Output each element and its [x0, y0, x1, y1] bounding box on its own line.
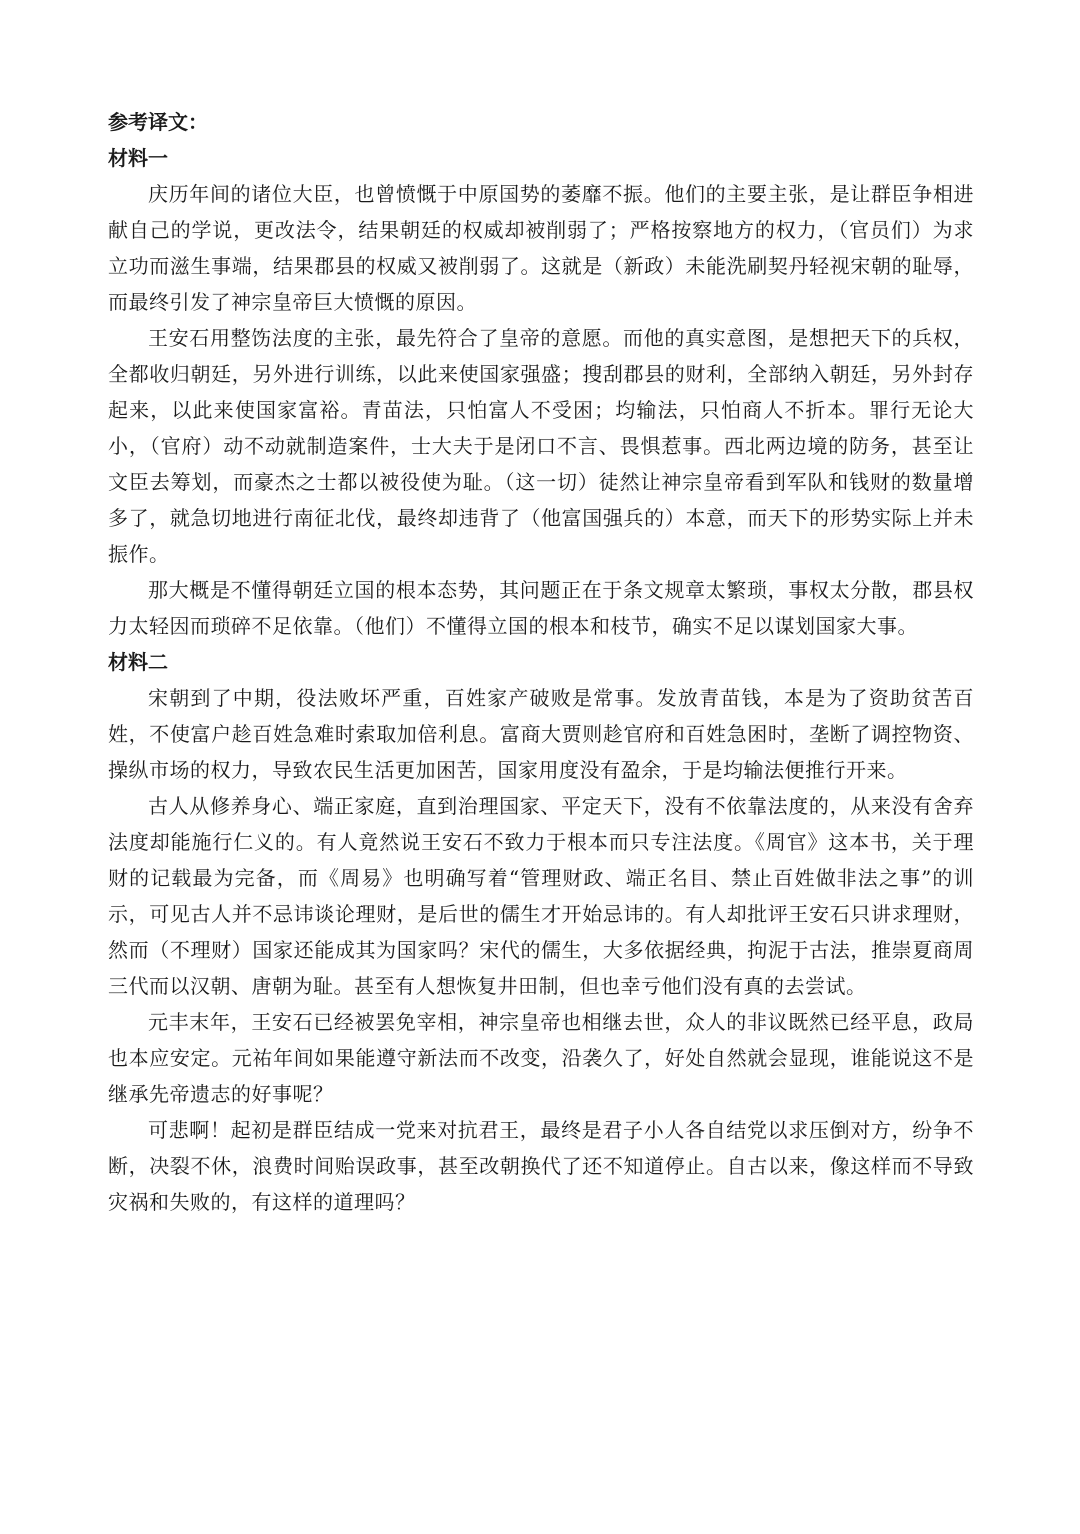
paragraph: 王安石用整饬法度的主张，最先符合了皇帝的意愿。而他的真实意图，是想把天下的兵权，全都收归朝廷，另外进行训练，以此来使国家强盛；搜刮郡县的财利，全部纳入朝廷，另外封存起来，以此来使国家富裕。青苗法，只怕富人不受困；均输法，只怕商人不折本。罪行无论大小，（官府）动不动就制造案件，士大夫于是闭口不言、畏惧惹事。西北两边境的防务，甚至让文臣去筹划，而豪杰之士都以被役使为耻。（这一切）徒然让神宗皇帝看到军队和钱财的数量增多了，就急切地进行南征北伐，最终却违背了（他富国强兵的）本意，而天下的形势实际上并未振作。: [108, 326, 974, 566]
paragraph: 古人从修养身心、端正家庭，直到治理国家、平定天下，没有不依靠法度的，从来没有舍弃法度却能施行仁义的。有人竟然说王安石不致力于根本而只专注法度。《周官》这本书，关于理财的记载最为完备，而《周易》也明确写着“管理财政、端正名目、禁止百姓做非法之事”的训示，可见古人并不忌讳谈论理财，是后世的儒生才开始忌讳的。有人却批评王安石只讲求理财，然而（不理财）国家还能成其为国家吗？宋代的儒生，大多依据经典，拘泥于古法，推崇夏商周三代而以汉朝、唐朝为耻。甚至有人想恢复井田制，但也幸亏他们没有真的去尝试。: [108, 794, 974, 998]
paragraph: 那大概是不懂得朝廷立国的根本态势，其问题正在于条文规章太繁琐，事权太分散，郡县权力太轻因而琐碎不足依靠。（他们）不懂得立国的根本和枝节，确实不足以谋划国家大事。: [108, 578, 974, 638]
section-heading-material-2: 材料二: [108, 650, 168, 674]
document-title: 参考译文：: [108, 110, 208, 134]
paragraph: 可悲啊！起初是群臣结成一党来对抗君王，最终是君子小人各自结党以求压倒对方，纷争不断，决裂不休，浪费时间贻误政事，甚至改朝换代了还不知道停止。自古以来，像这样而不导致灾祸和失败的，有这样的道理吗？: [108, 1118, 974, 1214]
document-page: [108, 104, 974, 1220]
paragraph: 元丰末年，王安石已经被罢免宰相，神宗皇帝也相继去世，众人的非议既然已经平息，政局也本应安定。元祐年间如果能遵守新法而不改变，沿袭久了，好处自然就会显现，谁能说这不是继承先帝遗志的好事呢？: [108, 1010, 974, 1106]
section-heading-material-1: 材料一: [108, 146, 168, 170]
paragraph: 庆历年间的诸位大臣，也曾愤慨于中原国势的萎靡不振。他们的主要主张，是让群臣争相进献自己的学说，更改法令，结果朝廷的权威却被削弱了；严格按察地方的权力，（官员们）为求立功而滋生事端，结果郡县的权威又被削弱了。这就是（新政）未能洗刷契丹轻视宋朝的耻辱，而最终引发了神宗皇帝巨大愤慨的原因。: [108, 182, 974, 314]
paragraph: 宋朝到了中期，役法败坏严重，百姓家产破败是常事。发放青苗钱，本是为了资助贫苦百姓，不使富户趁百姓急难时索取加倍利息。富商大贾则趁官府和百姓急困时，垄断了调控物资、操纵市场的权力，导致农民生活更加困苦，国家用度没有盈余，于是均输法便推行开来。: [108, 686, 974, 782]
